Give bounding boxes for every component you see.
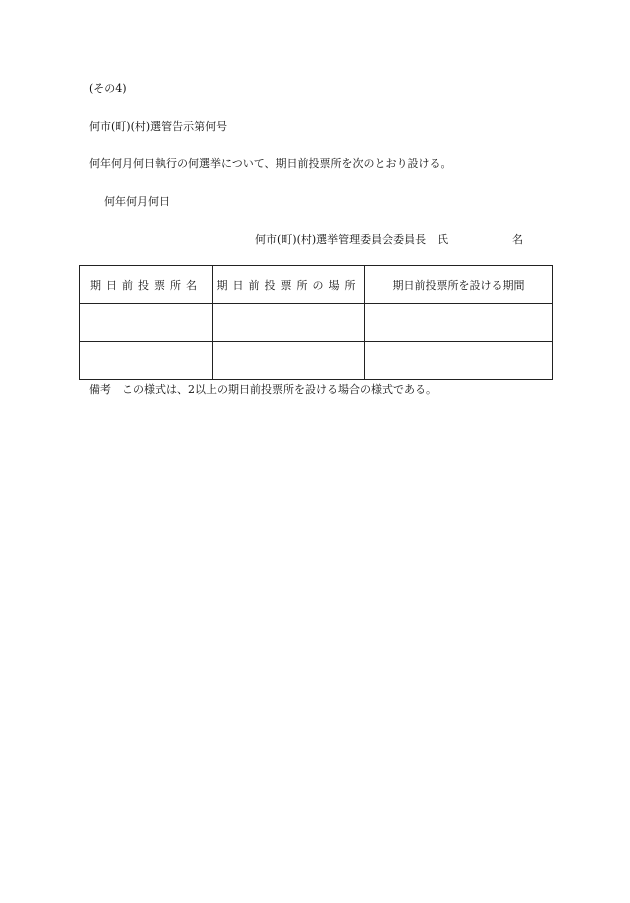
form-number: (その4) bbox=[89, 82, 127, 95]
table-row bbox=[80, 342, 553, 380]
table-cell bbox=[365, 342, 553, 380]
table-row bbox=[80, 304, 553, 342]
table-header-row bbox=[80, 266, 553, 304]
header-station-location: 期日前投票所の場所 bbox=[213, 266, 365, 304]
table-cell bbox=[365, 304, 553, 342]
table-cell bbox=[80, 304, 213, 342]
notice-date: 何年何月何日 bbox=[104, 195, 170, 208]
polling-station-table bbox=[79, 265, 553, 380]
table-cell bbox=[80, 342, 213, 380]
table-cell bbox=[213, 304, 365, 342]
signature-name-suffix: 名 bbox=[512, 233, 523, 246]
table-cell bbox=[213, 342, 365, 380]
header-station-name: 期日前投票所名 bbox=[80, 266, 213, 304]
header-station-period: 期日前投票所を設ける期間 bbox=[365, 266, 553, 304]
remarks-note: 備考 この様式は、2以上の期日前投票所を設ける場合の様式である。 bbox=[89, 383, 437, 396]
notice-number: 何市(町)(村)選管告示第何号 bbox=[89, 120, 228, 133]
notice-body-text: 何年何月何日執行の何選挙について、期日前投票所を次のとおり設ける。 bbox=[89, 157, 452, 170]
signature-title: 何市(町)(村)選挙管理委員会委員長 氏 bbox=[255, 233, 449, 246]
